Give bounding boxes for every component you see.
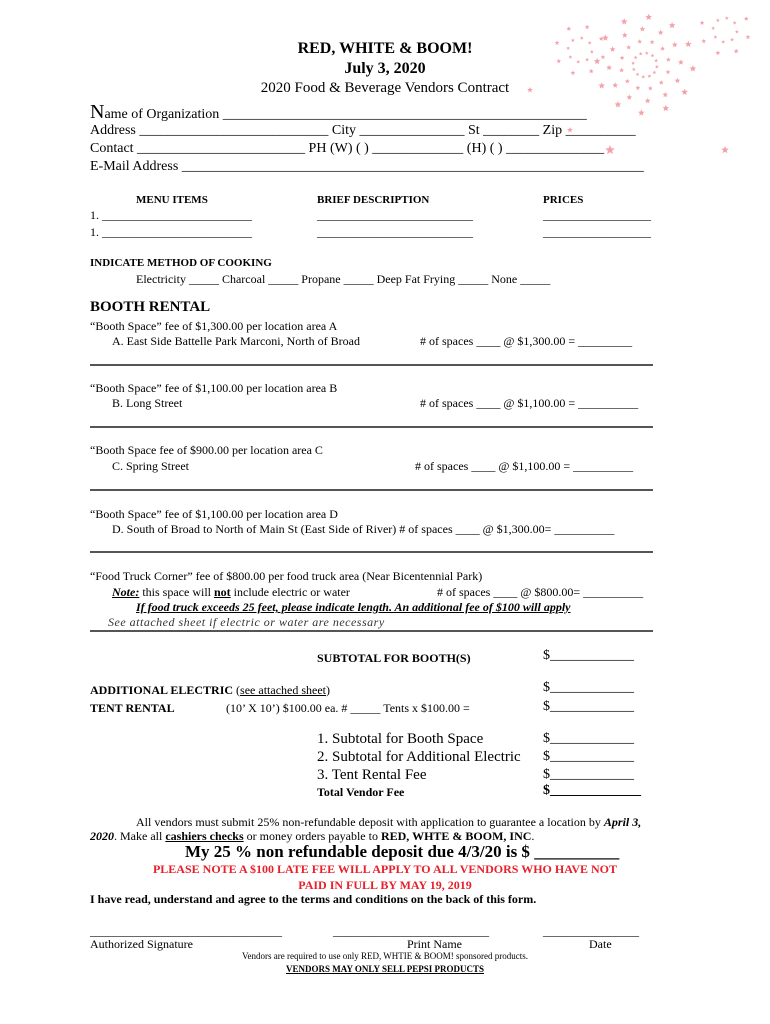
firework-star	[716, 18, 720, 22]
firework-star	[713, 35, 717, 39]
firework-star	[638, 109, 645, 115]
cooking-method-heading: INDICATE METHOD OF COOKING	[90, 257, 272, 269]
area-a-fee: “Booth Space” fee of $1,300.00 per location area A	[90, 319, 338, 333]
deposit-terms-line1: All vendors must submit 25% non-refundable deposit with application to guarantee a location by April 3,	[136, 815, 642, 829]
menu-item-2[interactable]: 1. _________________________	[90, 225, 252, 239]
food-truck-length-note: If food truck exceeds 25 feet, please indicate length. An additional fee of $100 will apply	[136, 600, 571, 614]
summary-booth-field[interactable]: $____________	[543, 731, 634, 746]
prices-header: PRICES	[543, 194, 584, 206]
food-truck-calc[interactable]: # of spaces ____ @ $800.00= __________	[437, 585, 644, 599]
tent-rental-field[interactable]: $____________	[543, 699, 634, 714]
food-truck-note: Note: this space will not include electric or water	[112, 585, 350, 599]
menu-price-1[interactable]: __________________	[543, 208, 651, 222]
menu-item-1[interactable]: 1. _________________________	[90, 208, 252, 222]
signature-line[interactable]: ________________________________	[90, 924, 282, 938]
sponsor-footnote: Vendors are required to use only RED, WHTIE & BOOM! sponsored products.	[241, 951, 529, 961]
menu-items-header: MENU ITEMS	[136, 194, 208, 206]
print-name-label: Print Name	[407, 937, 462, 951]
firework-star	[621, 18, 628, 24]
cooking-options[interactable]: Electricity _____ Charcoal _____ Propane _____ Deep Fat Frying _____ None _____	[136, 272, 551, 286]
firework-star	[640, 26, 646, 31]
deposit-terms-line2: 2020. Make all cashiers checks or money orders payable to RED, WHTE & BOOM, INC.	[90, 829, 535, 843]
event-date: July 3, 2020	[344, 60, 426, 77]
contract-subtitle: 2020 Food & Beverage Vendors Contract	[260, 80, 510, 96]
firework-star	[605, 145, 615, 154]
divider	[90, 630, 653, 632]
summary-electric-field[interactable]: $____________	[543, 749, 634, 764]
agreement-statement: I have read, understand and agree to the terms and conditions on the back of this form.	[90, 892, 537, 906]
total-vendor-fee-label: Total Vendor Fee	[317, 785, 405, 799]
additional-electric-field[interactable]: $____________	[543, 680, 634, 695]
organization-field[interactable]: Name of Organization ____________________________________________________	[90, 101, 587, 123]
brief-description-header: BRIEF DESCRIPTION	[317, 194, 430, 206]
summary-tent-field[interactable]: $____________	[543, 767, 634, 782]
area-c-calc[interactable]: # of spaces ____ @ $1,100.00 = __________	[415, 459, 634, 473]
tent-rental-label: TENT RENTAL	[90, 701, 175, 715]
firework-star	[566, 26, 571, 31]
firework-star	[662, 105, 669, 111]
booth-rental-heading: BOOTH RENTAL	[90, 299, 211, 315]
late-fee-notice-1: PLEASE NOTE A $100 LATE FEE WILL APPLY TO ALL VENDORS WHO HAVE NOT	[152, 862, 618, 876]
menu-price-2[interactable]: __________________	[543, 225, 651, 239]
subtotal-booths-label: SUBTOTAL FOR BOOTH(S)	[317, 651, 471, 665]
deposit-due-line[interactable]: My 25 % non refundable deposit due 4/3/20 is $ __________	[185, 842, 620, 861]
event-title: RED, WHITE & BOOM!	[297, 40, 473, 57]
area-d-location-calc[interactable]: D. South of Broad to North of Main St (East Side of River) # of spaces ____ @ $1,300.00= __________	[112, 522, 615, 536]
firework-star	[658, 30, 664, 35]
pepsi-notice: VENDORS MAY ONLY SELL PEPSI PRODUCTS	[286, 964, 484, 974]
total-vendor-fee-field[interactable]: $_____________	[543, 783, 641, 798]
summary-subtotal-booth: 1. Subtotal for Booth Space	[317, 731, 484, 747]
print-name-line[interactable]: __________________________	[333, 924, 489, 938]
see-attached-note: See attached sheet if electric or water are necessary	[108, 615, 385, 629]
menu-desc-2[interactable]: __________________________	[317, 225, 473, 239]
date-label: Date	[589, 937, 612, 951]
menu-desc-1[interactable]: __________________________	[317, 208, 473, 222]
firework-star	[622, 32, 628, 38]
area-b-location: B. Long Street	[112, 396, 183, 410]
firework-star	[735, 30, 739, 34]
food-truck-fee: “Food Truck Corner” fee of $800.00 per food truck area (Near Bicentennial Park)	[90, 569, 483, 583]
additional-electric-row: ADDITIONAL ELECTRIC (see attached sheet)	[90, 683, 330, 697]
email-field[interactable]: E-Mail Address __________________________________________________________________	[90, 159, 644, 174]
contact-field[interactable]: Contact ________________________ PH (W) ( ) _____________ (H) ( ) ______________	[90, 141, 605, 156]
late-fee-notice-2: PAID IN FULL BY MAY 19, 2019	[298, 878, 472, 892]
firework-star	[721, 146, 729, 153]
divider	[90, 364, 653, 366]
firework-star	[585, 25, 590, 30]
subtotal-booths-field[interactable]: $____________	[543, 648, 634, 663]
firework-star	[746, 35, 751, 40]
divider	[90, 551, 653, 553]
area-c-fee: “Booth Space fee of $900.00 per location area C	[90, 443, 323, 457]
firework-star	[725, 16, 729, 20]
divider	[90, 489, 653, 491]
summary-subtotal-electric: 2. Subtotal for Additional Electric	[317, 749, 521, 765]
signature-label: Authorized Signature	[90, 937, 193, 951]
see-attached-link[interactable]: see attached sheet	[240, 683, 326, 697]
firework-star	[711, 26, 715, 30]
firework-star	[700, 20, 705, 25]
area-d-fee: “Booth Space” fee of $1,100.00 per location area D	[90, 507, 338, 521]
date-line[interactable]: ________________	[543, 924, 639, 938]
address-field[interactable]: Address ___________________________ City _______________ St ________ Zip __________	[90, 123, 636, 138]
area-c-location: C. Spring Street	[112, 459, 189, 473]
area-b-fee: “Booth Space” fee of $1,100.00 per location area B	[90, 381, 338, 395]
area-a-location: A. East Side Battelle Park Marconi, North of Broad	[112, 334, 360, 348]
firework-star	[733, 21, 737, 25]
tent-rental-calc[interactable]: (10’ X 10’) $100.00 ea. # _____ Tents x $100.00 =	[226, 701, 470, 715]
divider	[90, 426, 653, 428]
area-b-calc[interactable]: # of spaces ____ @ $1,100.00 = __________	[420, 396, 639, 410]
firework-star	[744, 16, 749, 21]
summary-tent-fee: 3. Tent Rental Fee	[317, 767, 427, 783]
firework-star	[645, 98, 651, 103]
area-a-calc[interactable]: # of spaces ____ @ $1,300.00 = _________	[420, 334, 633, 348]
firework-star	[615, 101, 622, 107]
firework-star	[669, 22, 676, 28]
firework-star	[645, 14, 652, 20]
